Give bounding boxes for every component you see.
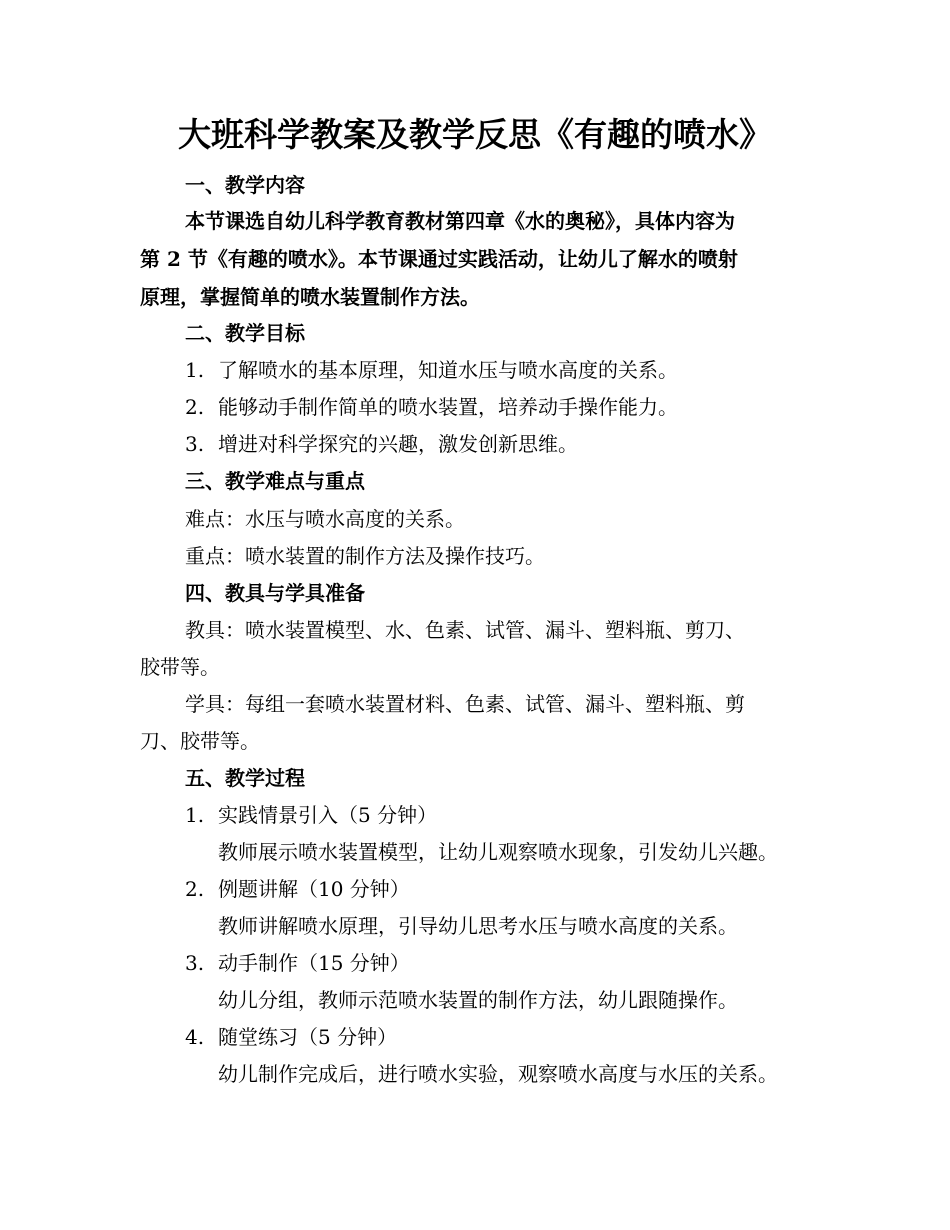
goal-text: 能够动手制作简单的喷水装置，培养动手操作能力。 (218, 395, 678, 419)
goal-number: 1. (185, 358, 205, 382)
student-tools-line-2: 刀、胶带等。 (140, 729, 260, 753)
teacher-tools-line-2: 胶带等。 (140, 655, 220, 679)
goal-text: 了解喷水的基本原理，知道水压与喷水高度的关系。 (218, 358, 678, 382)
goal-text: 增进对科学探究的兴趣，激发创新思维。 (218, 432, 578, 456)
goal-item (185, 356, 678, 384)
process-step-title (185, 1023, 397, 1051)
student-tools-line-1: 学具：每组一套喷水装置材料、色素、试管、漏斗、塑料瓶、剪 (185, 692, 745, 716)
step-number: 2. (185, 877, 205, 901)
document-title: 大班科学教案及教学反思《有趣的喷水》 (178, 115, 772, 154)
process-step-title (185, 875, 410, 903)
process-step-desc: 幼儿制作完成后，进行喷水实验，观察喷水高度与水压的关系。 (218, 1062, 778, 1086)
section-heading-difficulty: 三、教学难点与重点 (185, 469, 365, 493)
key-point-text: 重点：喷水装置的制作方法及操作技巧。 (185, 544, 545, 568)
content-paragraph-line-1: 本节课选自幼儿科学教育教材第四章《水的奥秘》，具体内容为 (185, 209, 735, 233)
section-heading-materials: 四、教具与学具准备 (185, 581, 365, 605)
section-heading-content: 一、教学内容 (185, 173, 305, 197)
goal-number: 3. (185, 432, 205, 456)
goal-item (185, 430, 578, 458)
goal-item (185, 393, 678, 421)
goal-number: 2. (185, 395, 205, 419)
process-step-title (185, 949, 410, 977)
section-heading-process: 五、教学过程 (185, 766, 305, 790)
difficulty-text: 难点：水压与喷水高度的关系。 (185, 507, 465, 531)
content-paragraph-line-3: 原理，掌握简单的喷水装置制作方法。 (140, 285, 480, 309)
step-number: 3. (185, 951, 205, 975)
step-number: 4. (185, 1025, 205, 1049)
step-title: 随堂练习（5 分钟） (218, 1025, 398, 1049)
teacher-tools-line-1: 教具：喷水装置模型、水、色素、试管、漏斗、塑料瓶、剪刀、 (185, 618, 745, 642)
step-title: 实践情景引入（5 分钟） (218, 803, 438, 827)
step-title: 例题讲解（10 分钟） (218, 877, 410, 901)
content-paragraph-line-2: 第 2 节《有趣的喷水》。本节课通过实践活动，让幼儿了解水的喷射 (140, 247, 738, 271)
process-step-desc: 教师展示喷水装置模型，让幼儿观察喷水现象，引发幼儿兴趣。 (218, 840, 778, 864)
step-number: 1. (185, 803, 205, 827)
process-step-desc: 幼儿分组，教师示范喷水装置的制作方法，幼儿跟随操作。 (218, 988, 738, 1012)
process-step-desc: 教师讲解喷水原理，引导幼儿思考水压与喷水高度的关系。 (218, 914, 738, 938)
step-title: 动手制作（15 分钟） (218, 951, 410, 975)
section-heading-goals: 二、教学目标 (185, 321, 305, 345)
process-step-title (185, 801, 437, 829)
